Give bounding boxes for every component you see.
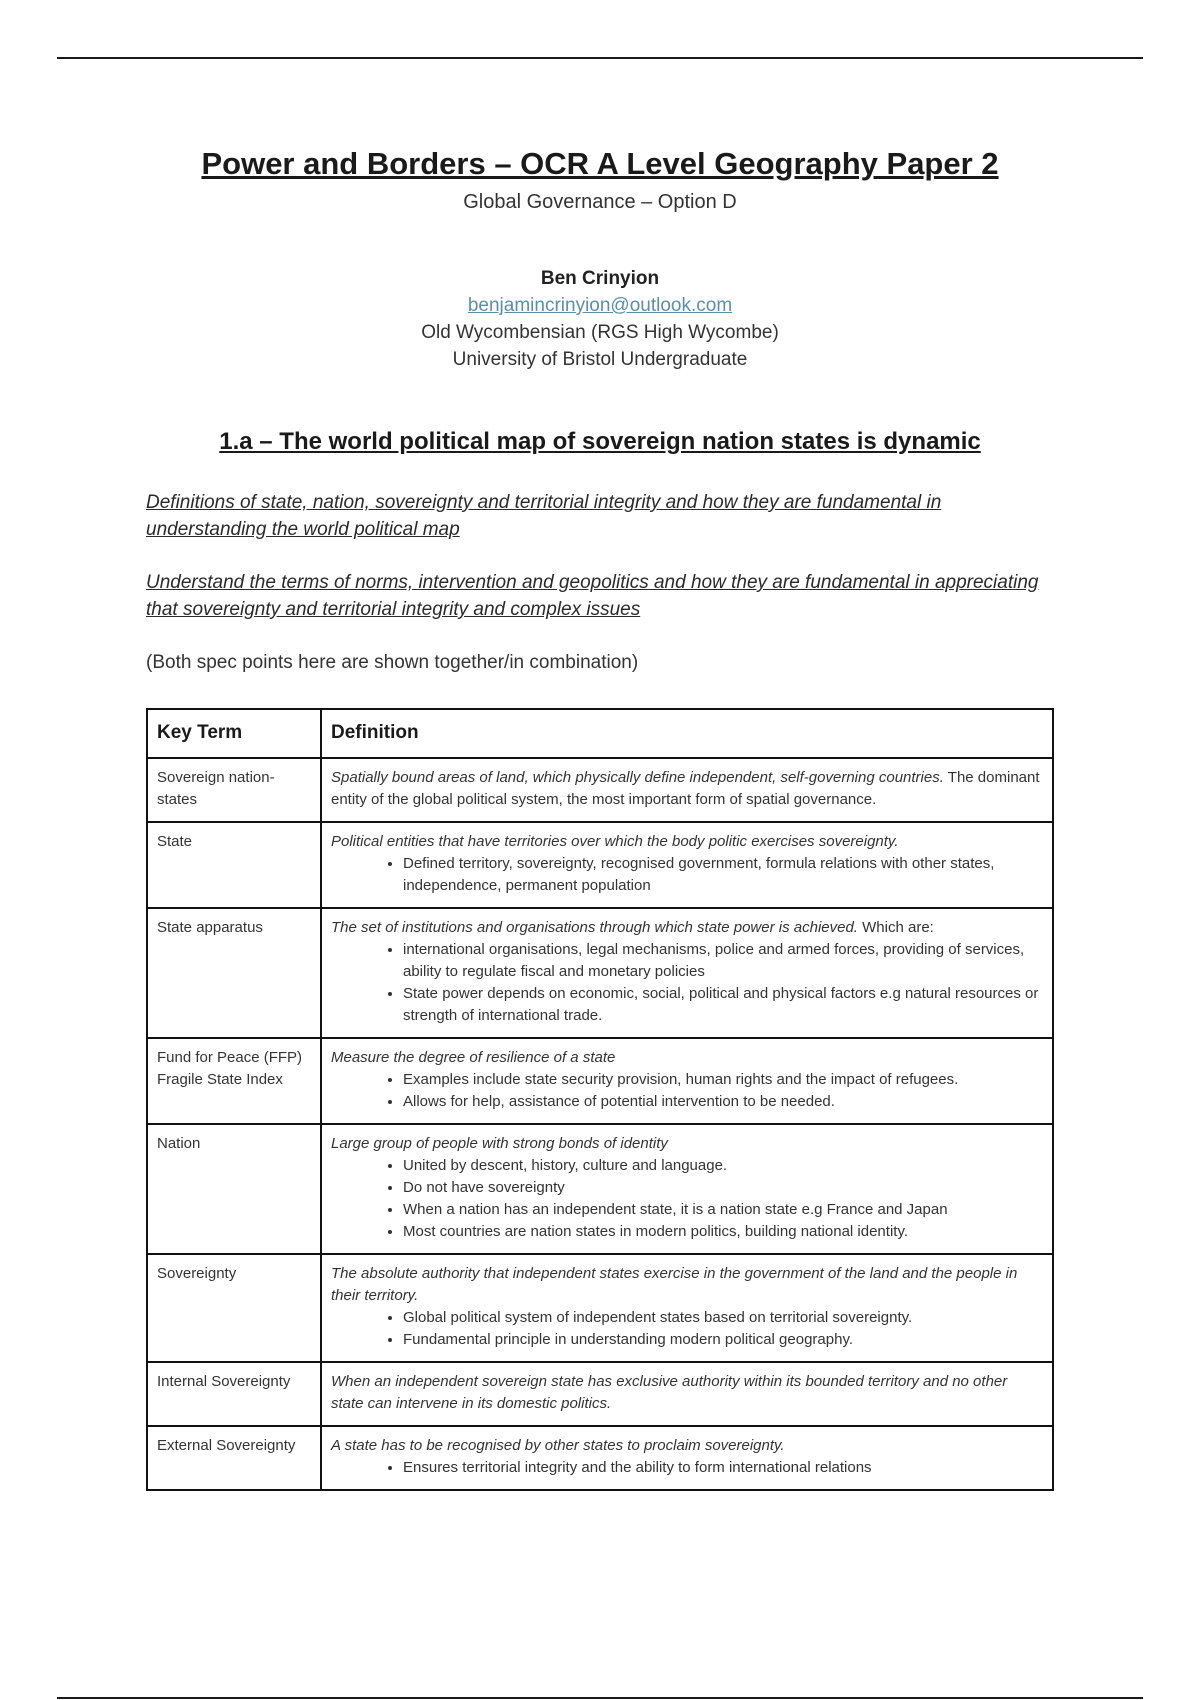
- definition-text: Spatially bound areas of land, which physically define independent, self-governing countries.: [331, 769, 944, 786]
- combination-note: (Both spec points here are shown together/in combination): [146, 652, 639, 673]
- definition-text: The absolute authority that independent states exercise in the government of the land and the people in their territory.: [331, 1265, 1018, 1304]
- key-term-cell: State apparatus: [147, 908, 321, 1038]
- definition-bullet: • State power depends on economic, social, political and physical factors e.g natural resources or strength of international trade.: [403, 983, 1043, 1027]
- definition-bullet: • Global political system of independent states based on territorial sovereignty.: [403, 1307, 1043, 1329]
- definition-cell: [321, 908, 1053, 1038]
- header-definition: Definition: [321, 709, 1053, 758]
- definition-bullet-list: [331, 1155, 1043, 1243]
- header-rule: [57, 57, 1143, 59]
- table-row: [147, 908, 1053, 1038]
- author-block: [0, 265, 1200, 373]
- table-body: [147, 758, 1053, 1490]
- page-subtitle: Global Governance – Option D: [463, 191, 737, 213]
- table-row: [147, 1124, 1053, 1254]
- definition-tail-text: Which are:: [857, 919, 934, 936]
- definition-text: Large group of people with strong bonds of identity: [331, 1135, 668, 1152]
- author-school: Old Wycombensian (RGS High Wycombe): [421, 322, 779, 343]
- definition-cell: [321, 1038, 1053, 1124]
- spec-point-1: Definitions of state, nation, sovereignty and territorial integrity and how they are fundamental in understanding the world political map: [146, 492, 942, 540]
- definition-text: Measure the degree of resilience of a state: [331, 1049, 616, 1066]
- definition-cell: [321, 1124, 1053, 1254]
- author-name: Ben Crinyion: [540, 268, 660, 289]
- header-key-term: Key Term: [147, 709, 321, 758]
- key-term-cell: External Sovereignty: [147, 1426, 321, 1490]
- definition-bullet: • Examples include state security provision, human rights and the impact of refugees.: [403, 1069, 1043, 1091]
- definition-bullet-list: [331, 1307, 1043, 1351]
- definition-bullet: • Do not have sovereignty: [403, 1177, 1043, 1199]
- definition-text: Political entities that have territories over which the body politic exercises sovereignty.: [331, 833, 899, 850]
- definition-bullet-list: [331, 1069, 1043, 1113]
- definition-cell: [321, 1362, 1053, 1426]
- key-term-cell: Internal Sovereignty: [147, 1362, 321, 1426]
- definition-text: The set of institutions and organisations through which state power is achieved.: [331, 919, 858, 936]
- table-row: [147, 1038, 1053, 1124]
- key-term-cell: State: [147, 822, 321, 908]
- definition-bullet: • United by descent, history, culture and language.: [403, 1155, 1043, 1177]
- definition-bullet: • Defined territory, sovereignty, recognised government, formula relations with other states, independence, permanent population: [403, 853, 1043, 897]
- table-row: [147, 758, 1053, 822]
- footer-rule: [57, 1697, 1143, 1699]
- definition-bullet: • international organisations, legal mechanisms, police and armed forces, providing of services, ability to regulate fiscal and monetary policies: [403, 939, 1043, 983]
- definition-cell: [321, 1254, 1053, 1362]
- definition-text: A state has to be recognised by other states to proclaim sovereignty.: [331, 1437, 785, 1454]
- author-university: University of Bristol Undergraduate: [452, 349, 748, 370]
- definition-cell: [321, 758, 1053, 822]
- key-term-cell: Fund for Peace (FFP) Fragile State Index: [147, 1038, 321, 1124]
- table-header-row: [147, 709, 1053, 758]
- key-term-cell: Sovereign nation-states: [147, 758, 321, 822]
- definition-bullet: • Ensures territorial integrity and the ability to form international relations: [403, 1457, 1043, 1479]
- definition-cell: [321, 1426, 1053, 1490]
- table-row: [147, 1362, 1053, 1426]
- definition-bullet-list: [331, 1457, 1043, 1479]
- definition-bullet: • Allows for help, assistance of potential intervention to be needed.: [403, 1091, 1043, 1113]
- key-term-cell: Sovereignty: [147, 1254, 321, 1362]
- definition-bullet: • Fundamental principle in understanding modern political geography.: [403, 1329, 1043, 1351]
- definition-bullet: • Most countries are nation states in modern politics, building national identity.: [403, 1221, 1043, 1243]
- table-row: [147, 1254, 1053, 1362]
- spec-point-2: Understand the terms of norms, intervention and geopolitics and how they are fundamental in appreciating that sovereignty and territorial integrity and complex issues: [146, 572, 1039, 620]
- definition-text: When an independent sovereign state has exclusive authority within its bounded territory and no other state can intervene in its domestic politics.: [331, 1373, 1008, 1412]
- definition-tail-text: The dominant entity of the global political system, the most important form of spatial governance.: [331, 769, 1040, 808]
- author-email-link[interactable]: benjamincrinyion@outlook.com: [467, 295, 733, 316]
- definition-bullet: • When a nation has an independent state, it is a nation state e.g France and Japan: [403, 1199, 1043, 1221]
- section-heading: 1.a – The world political map of sovereign nation states is dynamic: [219, 428, 981, 455]
- definition-bullet-list: [331, 853, 1043, 897]
- page-title: Power and Borders – OCR A Level Geography Paper 2: [201, 146, 999, 181]
- key-term-cell: Nation: [147, 1124, 321, 1254]
- definition-cell: [321, 822, 1053, 908]
- definition-bullet-list: [331, 939, 1043, 1027]
- table-row: [147, 1426, 1053, 1490]
- table-row: [147, 822, 1053, 908]
- key-terms-table: [146, 708, 1054, 1491]
